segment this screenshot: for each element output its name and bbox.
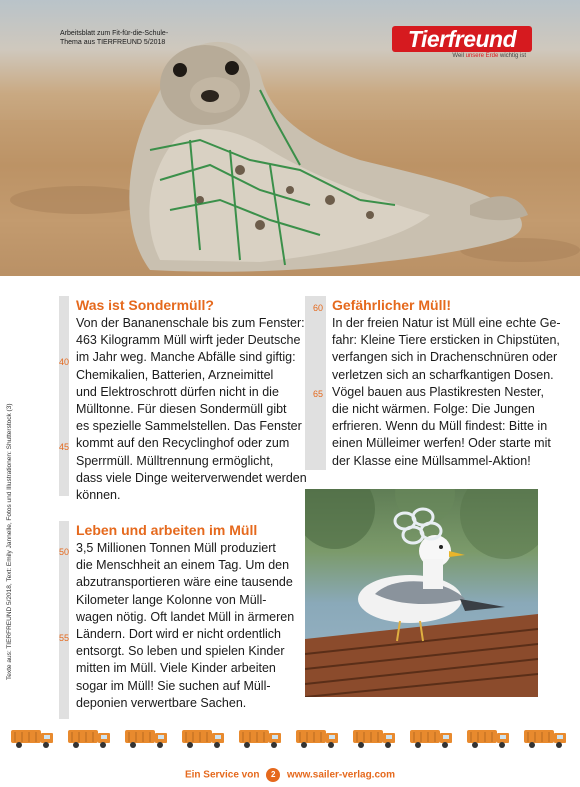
garbage-truck-icon — [409, 727, 455, 749]
section-title-leben-im-muell: Leben und arbeiten im Müll — [76, 522, 258, 538]
body-line: Ländern. Dort wird er nicht ordentlich — [76, 627, 281, 642]
footer-prefix: Ein Service von — [184, 769, 260, 781]
body-line: entsorgt. So leben und spielen Kinder — [76, 644, 285, 659]
issue-line-2: Thema aus TIERFREUND 5/2018 — [60, 39, 166, 46]
body-line: 3,5 Millionen Tonnen Müll produziert — [76, 541, 276, 555]
issue-info — [60, 29, 168, 47]
garbage-truck-icon — [523, 727, 569, 749]
garbage-truck-icon — [181, 727, 227, 749]
garbage-truck-icon — [10, 727, 56, 749]
footer — [0, 768, 580, 782]
section-body-leben-im-muell — [76, 540, 294, 712]
garbage-truck-icon — [295, 727, 341, 749]
body-line: abzutransportieren wäre eine tausende — [76, 575, 293, 590]
tierfreund-logo — [392, 26, 532, 64]
line-number: 50 — [58, 547, 69, 557]
line-number: 60 — [312, 303, 323, 313]
body-line: Kilometer lange Kolonne von Müll- — [76, 592, 267, 607]
body-line: mitten im Müll. Viele Kinder arbeiten — [76, 661, 276, 676]
garbage-truck-icon — [67, 727, 113, 749]
logo-tag-pre: Weil — [452, 53, 466, 59]
body-line: Mülltonne. Für diesen Sondermüll gibt — [76, 402, 287, 417]
photo-credit: Texte aus: TIERFREUND 5/2018, Text: Emily Jannelle, Fotos und Illustrationen: Shutterstock (3) — [6, 403, 13, 680]
garbage-truck-row — [0, 727, 580, 749]
garbage-truck-icon — [124, 727, 170, 749]
body-line: Vögel bauen aus Plastikresten Nester, — [332, 384, 544, 399]
body-line: Chemikalien, Batterien, Arzneimittel — [76, 367, 274, 382]
logo-tag-em: unsere Erde — [465, 53, 499, 59]
section-title-gefaehrlicher-muell: Gefährlicher Müll! — [332, 297, 452, 313]
line-number: 65 — [312, 389, 323, 399]
body-line: einen Mülleimer werfen! Oder starte mit — [332, 436, 551, 451]
body-line: verfangen sich in Drachenschnüren oder — [332, 350, 558, 365]
line-number: 45 — [58, 442, 69, 452]
body-line: Sperrmüll. Mülltrennung ermöglicht, — [76, 453, 274, 468]
hero-photo-seal — [0, 0, 580, 276]
sailer-logo-icon: 2 — [266, 768, 280, 782]
body-line: 463 Kilogramm Müll wirft jeder Deutsche — [76, 333, 301, 348]
body-line: In der freien Natur ist Müll eine echte Ge- — [332, 316, 561, 330]
body-line: es spezielle Sammelstellen. Das Fenster — [76, 419, 302, 434]
garbage-truck-icon — [238, 727, 284, 749]
body-line: erfrieren. Wenn du Müll findest: Bitte in — [332, 419, 548, 434]
section-body-sondermuell — [76, 315, 307, 504]
body-line: Von der Bananenschale bis zum Fenster: — [76, 316, 305, 330]
logo-tagline — [392, 53, 532, 59]
left-column-bar-1 — [59, 296, 69, 496]
gull-photo — [305, 489, 538, 697]
line-number: 40 — [58, 357, 69, 367]
footer-url-link[interactable]: www.sailer-verlag.com — [287, 769, 396, 781]
issue-line-1: Arbeitsblatt zum Fit-für-die-Schule- — [60, 30, 169, 37]
logo-tag-post: wichtig ist — [498, 53, 526, 59]
body-line: fahr: Kleine Tiere ersticken in Chipstüten, — [332, 333, 560, 348]
line-number: 55 — [58, 633, 69, 643]
body-line: die Menschheit an einem Tag. Um den — [76, 558, 290, 573]
body-line: dass viele Dinge weiterverwendet werden — [76, 470, 307, 485]
body-line: wagen nötig. Oft landet Müll in ärmeren — [76, 609, 295, 624]
section-body-gefaehrlicher-muell — [332, 315, 561, 470]
body-line: verletzen sich an scharfkantigen Dosen. — [332, 367, 554, 382]
body-line: der Klasse eine Müllsammel-Aktion! — [332, 453, 531, 468]
right-column-bar — [305, 296, 326, 470]
body-line: die nicht wärmen. Folge: Die Jungen — [332, 402, 535, 417]
garbage-truck-icon — [466, 727, 512, 749]
body-line: im Jahr weg. Manche Abfälle sind giftig: — [76, 350, 296, 365]
body-line: und Elektroschrott dürfen nicht in die — [76, 384, 279, 399]
garbage-truck-icon — [352, 727, 398, 749]
body-line: sogar im Müll! Sie suchen auf Müll- — [76, 678, 271, 693]
logo-wordmark: Tierfreund — [392, 26, 532, 52]
gull-illustration — [305, 489, 538, 697]
body-line: können. — [76, 488, 121, 503]
body-line: kommt auf den Recyclinghof oder zum — [76, 436, 290, 451]
body-line: deponien verwertbare Sachen. — [76, 695, 247, 710]
section-title-sondermuell: Was ist Sondermüll? — [76, 297, 214, 313]
